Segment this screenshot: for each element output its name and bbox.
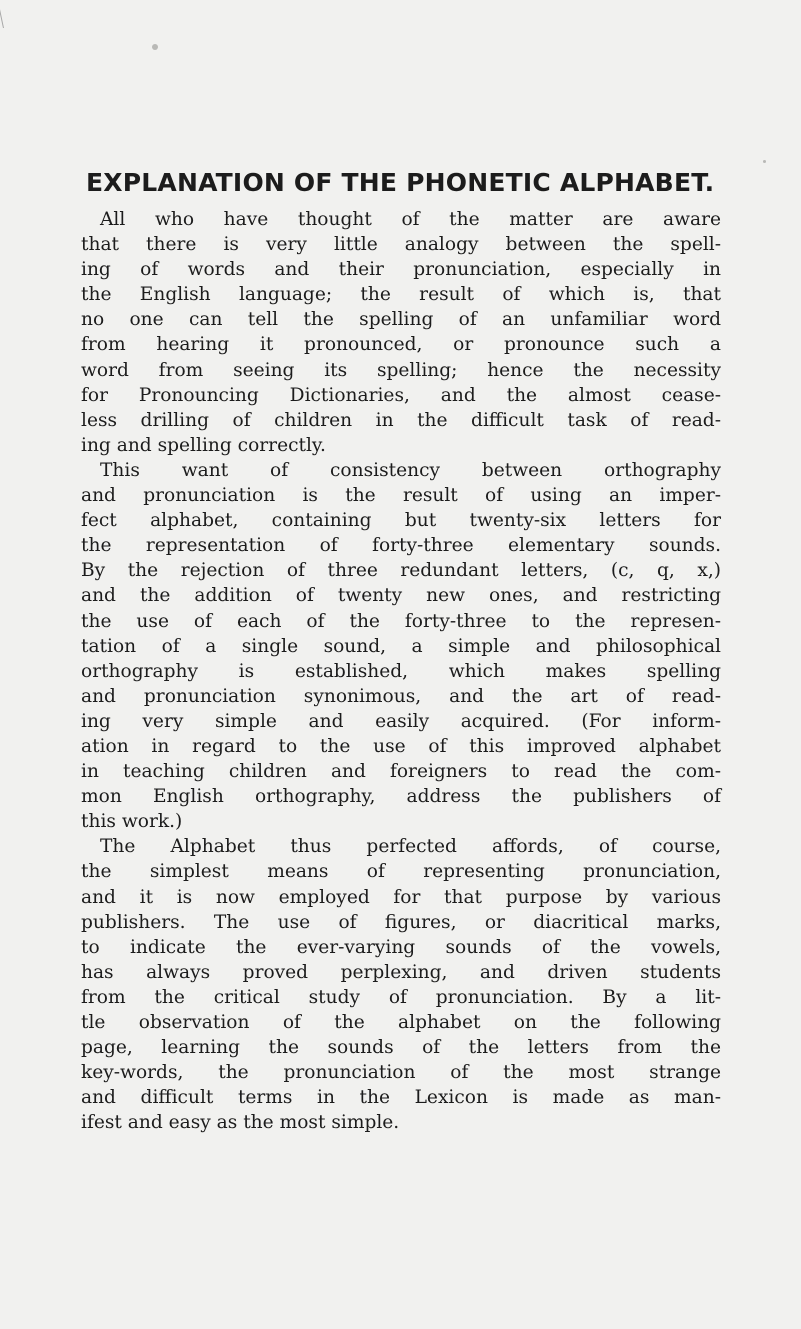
text-line: to indicate the ever-varying sounds of the vowels,	[81, 936, 721, 958]
text-line: the use of each of the forty-three to the represen-	[81, 610, 721, 632]
text-line: no one can tell the spelling of an unfamiliar word	[81, 309, 721, 331]
text-line: By the rejection of three redundant letters, (c, q, x,)	[81, 560, 721, 582]
text-line: and pronunciation synonimous, and the art of read-	[81, 685, 721, 707]
text-line: fect alphabet, containing but twenty-six letters for	[81, 510, 721, 532]
text-line: ing of words and their pronunciation, especially in	[81, 259, 721, 281]
text-line: the simplest means of representing pronunciation,	[81, 861, 721, 883]
text-line: All who have thought of the matter are aware	[100, 209, 721, 230]
text-line: ing and spelling correctly.	[81, 434, 326, 456]
text-line: This want of consistency between orthography	[100, 459, 721, 481]
text-line: and difficult terms in the Lexicon is made as man-	[81, 1087, 721, 1109]
text-line: tation of a single sound, a simple and philosophical	[81, 635, 721, 657]
text-line: word from seeing its spelling; hence the necessity	[81, 359, 721, 381]
text-line: less drilling of children in the difficult task of read-	[81, 409, 721, 431]
text-line: and pronunciation is the result of using an imper-	[81, 485, 721, 507]
text-line: key-words, the pronunciation of the most strange	[81, 1062, 721, 1084]
page-edge-mark	[0, 0, 10, 28]
text-line: mon English orthography, address the publishers of	[81, 786, 721, 808]
body-text	[81, 207, 721, 1135]
text-line: ation in regard to the use of this improved alphabet	[81, 735, 721, 757]
text-line: the English language; the result of which is, that	[81, 284, 721, 306]
text-line: page, learning the sounds of the letters from the	[81, 1037, 721, 1059]
text-line: orthography is established, which makes spelling	[81, 660, 721, 682]
text-line: and it is now employed for that purpose by various	[81, 886, 721, 908]
text-line: that there is very little analogy between the spell-	[81, 234, 721, 256]
text-line: in teaching children and foreigners to read the com-	[81, 761, 721, 783]
text-line: The Alphabet thus perfected affords, of course,	[100, 836, 721, 858]
text-line: and the addition of twenty new ones, and restricting	[81, 585, 721, 607]
text-line: publishers. The use of figures, or diacritical marks,	[81, 911, 721, 933]
text-line: for Pronouncing Dictionaries, and the almost cease-	[81, 384, 721, 406]
text-line: from hearing it pronounced, or pronounce such a	[81, 334, 721, 356]
text-line: ifest and easy as the most simple.	[81, 1112, 400, 1134]
text-line: this work.)	[81, 811, 183, 833]
page-title: EXPLANATION OF THE PHONETIC ALPHABET.	[86, 168, 715, 197]
text-line: tle observation of the alphabet on the following	[81, 1012, 721, 1033]
text-line: ing very simple and easily acquired. (For inform-	[81, 710, 721, 732]
ink-speck	[152, 44, 158, 50]
text-line: from the critical study of pronunciation. By a lit-	[81, 986, 721, 1008]
text-line: the representation of forty-three elementary sounds.	[81, 535, 721, 557]
ink-speck	[763, 160, 766, 163]
text-line: has always proved perplexing, and driven students	[81, 961, 721, 983]
